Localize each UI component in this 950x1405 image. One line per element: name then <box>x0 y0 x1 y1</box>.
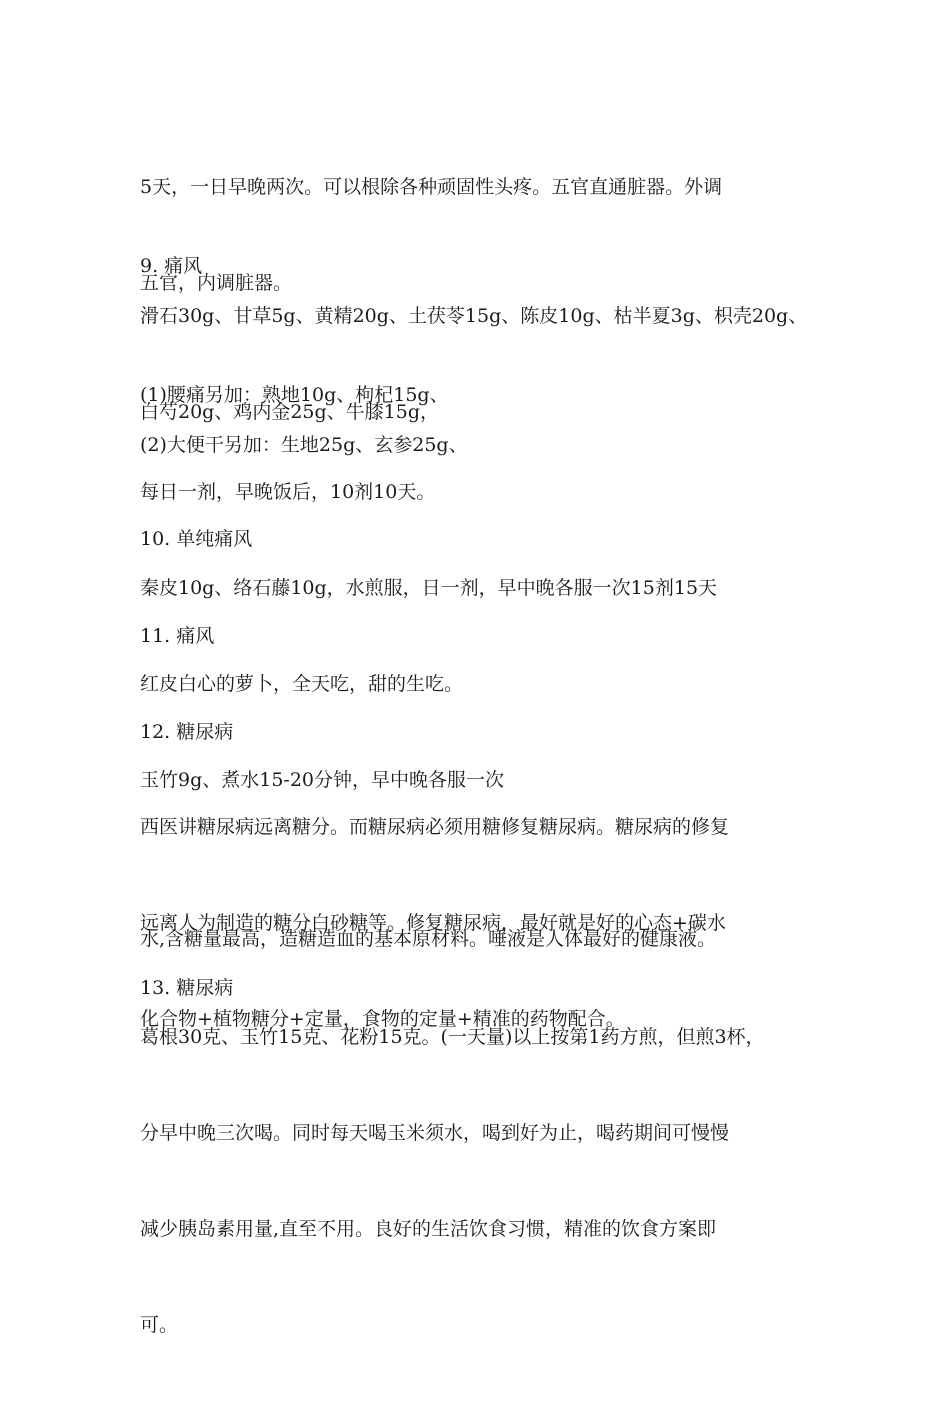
text-line: 秦皮10g、络石藤10g，水煎服，日一剂，早中晚各服一次15剂15天 <box>140 577 718 599</box>
text-line: 9. 痛风 <box>140 255 203 277</box>
text-line: 葛根30克、玉竹15克、花粉15克。(一天量)以上按第1药方煎，但煎3杯， <box>140 1026 765 1048</box>
text-line: 玉竹9g、煮水15-20分钟，早中晚各服一次 <box>140 769 505 791</box>
text-line: 减少胰岛素用量,直至不用。良好的生活饮食习惯，精准的饮食方案即 <box>140 1218 717 1240</box>
text-line: 西医讲糖尿病远离糖分。而糖尿病必须用糖修复糖尿病。糖尿病的修复 <box>140 816 730 838</box>
text-line: 每日一剂，早晚饭后，10剂10天。 <box>140 481 436 503</box>
text-line: 化合物+植物糖分+定量，食物的定量+精准的药物配合。 <box>140 1008 625 1030</box>
text-line: 11. 痛风 <box>140 625 215 647</box>
text-line: 12. 糖尿病 <box>140 721 234 743</box>
text-line: 10. 单纯痛风 <box>140 528 253 550</box>
text-line: 五官，内调脏器。 <box>140 272 293 294</box>
text-line: 5天，一日早晚两次。可以根除各种顽固性头疼。五官直通脏器。外调 <box>140 176 723 198</box>
text-line: 分早中晚三次喝。同时每天喝玉米须水，喝到好为止，喝药期间可慢慢 <box>140 1122 730 1144</box>
text-line: 白芍20g、鸡内金25g、牛膝15g， <box>140 401 440 423</box>
text-line: 可。 <box>140 1314 179 1336</box>
text-line: 远离人为制造的糖分白砂糖等。修复糖尿病，最好就是好的心态+碳水 <box>140 912 726 934</box>
paragraph-gegen-formula <box>140 957 830 1405</box>
text-line: 水,含糖量最高，造糖造血的基本原材料。唾液是人体最好的健康液。 <box>140 928 717 950</box>
text-line: 红皮白心的萝卜，全天吃，甜的生吃。 <box>140 673 464 695</box>
text-line: 滑石30g、甘草5g、黄精20g、土茯苓15g、陈皮10g、枯半夏3g、枳壳20g、 <box>140 305 808 327</box>
text-line: (2)大便干另加：生地25g、玄参25g、 <box>140 434 468 456</box>
text-line: 13. 糖尿病 <box>140 977 234 999</box>
text-line: (1)腰痛另加：熟地10g、枸杞15g、 <box>140 384 449 406</box>
